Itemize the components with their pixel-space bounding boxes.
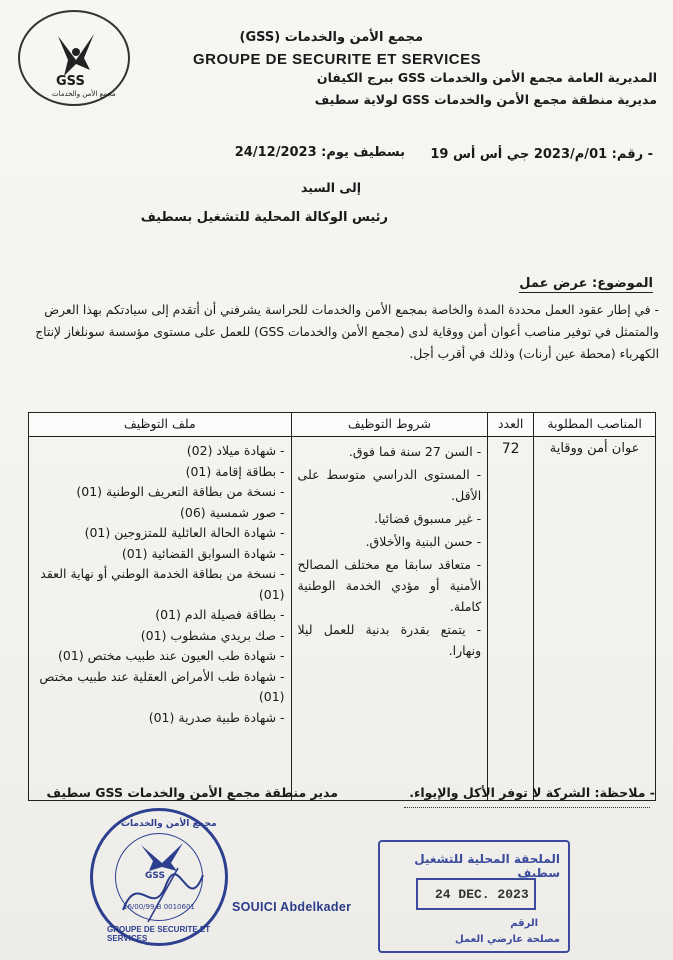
subject-line: الموضوع: عرض عمل [519, 276, 653, 291]
note-line: - ملاحظة: الشركة لا توفر الأكل والإيواء. [409, 785, 655, 800]
place-date: بسطيف يوم: 24/12/2023 [234, 145, 405, 160]
job-offer-table [28, 412, 656, 801]
recipient-salutation: إلى السيد [301, 180, 361, 195]
condition-item: - غير مسبوق قضائيا. [374, 511, 482, 526]
signature-rule [404, 807, 650, 808]
logo-abbrev: GSS [56, 74, 85, 89]
cell-documents [29, 437, 292, 801]
condition-item: - يتمتع بقدرة بدنية للعمل ليلا ونهارا. [297, 622, 482, 658]
signature-scribble [118, 860, 208, 930]
condition-item: - السن 27 سنة فما فوق. [348, 444, 482, 459]
header-documents: ملف التوظيف [29, 413, 292, 437]
cell-post: عوان أمن ووقاية [534, 437, 656, 801]
stamp-ring-fr: GROUPE DE SECURITE ET SERVICES [107, 925, 211, 943]
stamp-registration: 16/00/99 B 0010601 [123, 903, 195, 911]
document-item: - صك بريدي مشطوب (01) [140, 627, 285, 643]
agency-stamp-department: مصلحة عارضي العمل [455, 934, 560, 945]
cell-count: 72 [488, 437, 534, 801]
document-item: - شهادة طب العيون عند طبيب مختص (01) [58, 648, 285, 663]
document-item: - صور شمسية (06) [180, 504, 285, 520]
header-title-ar: مجمع الأمن والخدمات (GSS) [239, 30, 423, 45]
condition-item: - متعاقد سابقا مع مختلف المصالح الأمنية أو مؤدي الخدمة الوطنية كاملة. [297, 557, 482, 614]
document-item: - شهادة السوابق القضائية (01) [121, 545, 285, 561]
header-directorate-general: المديرية العامة مجمع الأمن والخدمات GSS ببرج الكيفان [316, 70, 657, 85]
condition-item: - المستوى الدراسي متوسط على الأقل. [297, 467, 482, 503]
agency-stamp-date: 24 DEC. 2023 [435, 887, 529, 902]
document-item: - شهادة الحالة العائلية للمتزوجين (01) [84, 525, 285, 540]
header-directorate-regional: مديرية منطقة مجمع الأمن والخدمات GSS لولاية سطيف [314, 92, 657, 107]
header-title-fr: GROUPE DE SECURITE ET SERVICES [193, 51, 482, 68]
stamp-ring-ar: مجمع الأمن والخدمات [121, 819, 217, 829]
document-item: - نسخة من بطاقة الخدمة الوطني أو نهاية العقد (01) [40, 566, 285, 602]
logo-arabic-text: مجمع الأمن والخدمات [52, 90, 116, 98]
agency-stamp-number-label: الرقم [510, 918, 538, 929]
document-item: - بطاقة إقامة (01) [185, 463, 285, 479]
body-paragraph: - في إطار عقود العمل محددة المدة والخاصة بمجمع الأمن والخدمات للحراسة يشرفني أن أتقدم إلى سيادتكم بهذا العرض والمتمثل في توفير مناصب أعوان أمن ووقاية لدى (مجمع الأمن والخدمات GSS) للعمل على مستوى مؤسسة سونلغاز لإنتاج الكهرباء (محطة عين أرنات) وذلك في أقرب أجل. [35, 303, 659, 361]
header-count: العدد [488, 413, 534, 437]
agency-stamp [378, 840, 570, 953]
condition-item: - حسن البنية والأخلاق. [365, 534, 482, 549]
header-posts: المناصب المطلوبة [534, 413, 656, 437]
agency-stamp-title: الملحقة المحلية للتشغيل سطيف [414, 852, 560, 880]
reference-number: - رقم: 01/م/2023 جي أس أس 19 [430, 147, 653, 162]
document-item: - شهادة طب الأمراض العقلية عند طبيب مختص (01) [39, 668, 285, 704]
header-conditions: شروط التوظيف [291, 413, 488, 437]
cell-conditions [291, 437, 488, 801]
document-item: - نسخة من بطاقة التعريف الوطنية (01) [76, 484, 285, 499]
signer-title: مدير منطقة مجمع الأمن والخدمات GSS سطيف [46, 785, 338, 800]
stamp-center-abbrev: GSS [145, 871, 165, 881]
signer-name: SOUICI Abdelkader [232, 900, 352, 914]
recipient-title: رئيس الوكالة المحلية للتشغيل بسطيف [140, 210, 388, 225]
document-item: - شهادة ميلاد (02) [186, 443, 285, 458]
document-item: - بطاقة فصيلة الدم (01) [155, 607, 285, 622]
document-item: - شهادة طبية صدرية (01) [148, 709, 285, 725]
table-header-row [29, 413, 656, 437]
table-row [29, 437, 656, 801]
